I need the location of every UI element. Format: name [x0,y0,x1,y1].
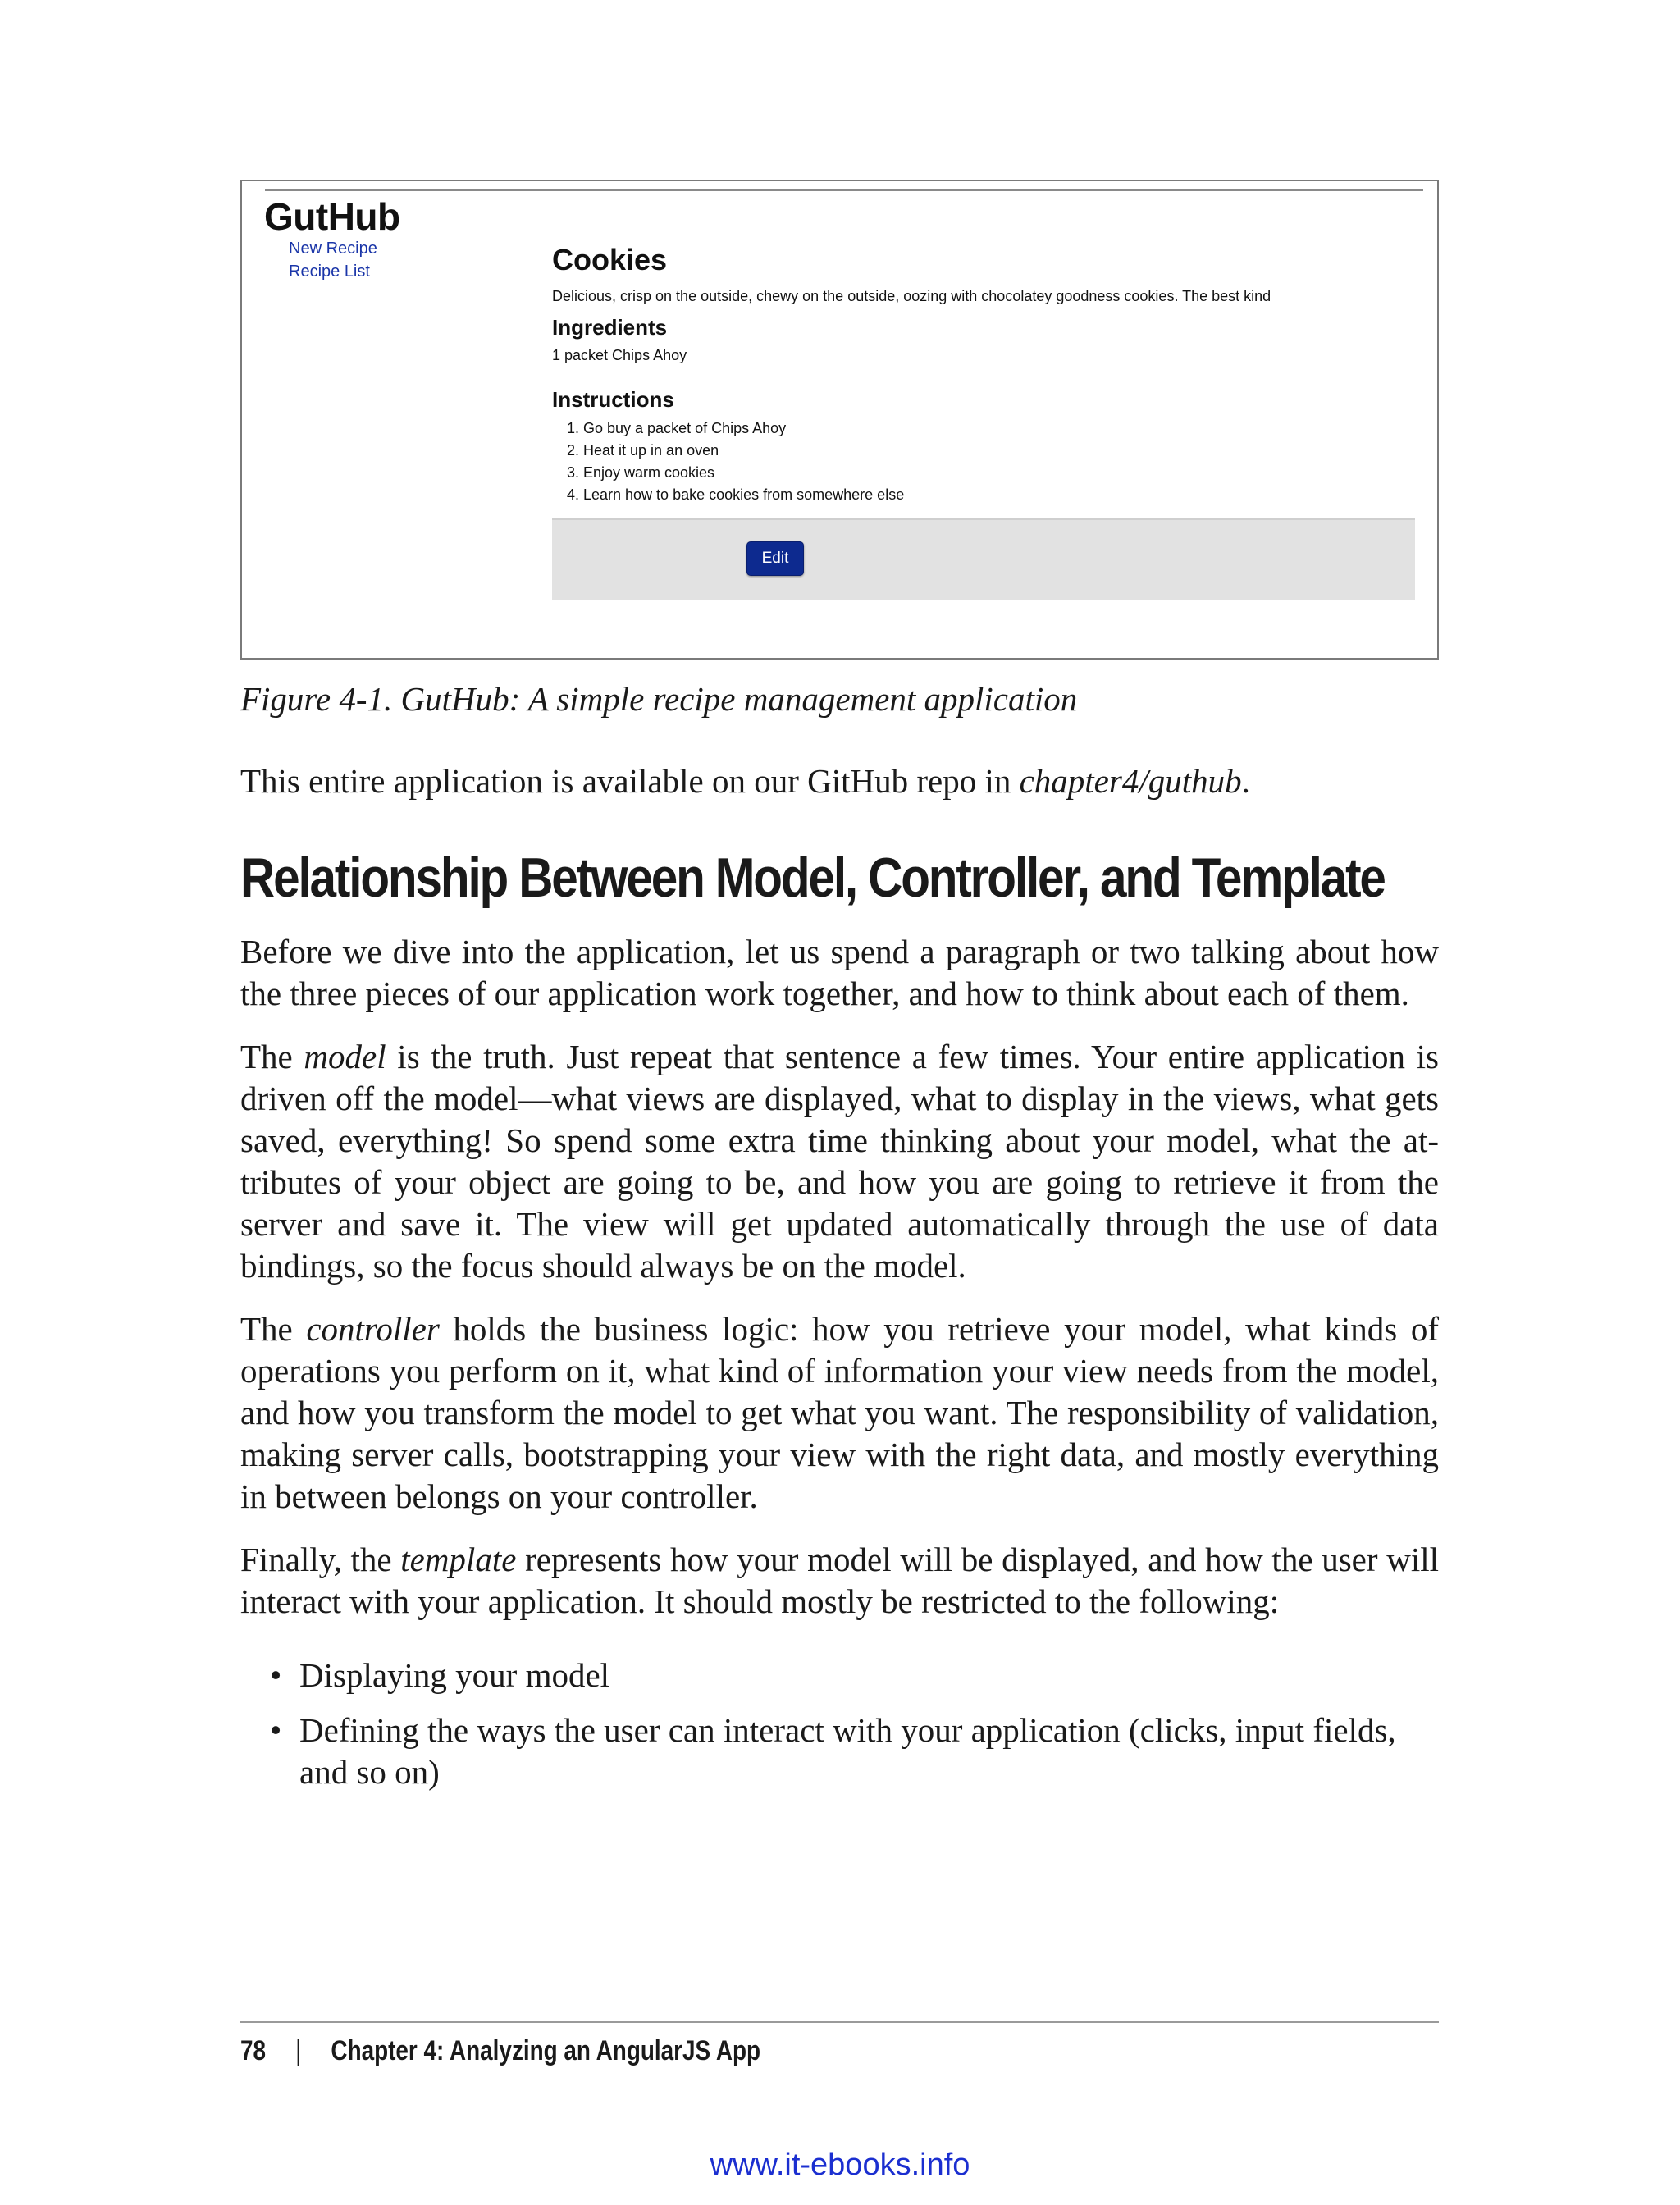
instruction-step: 1. Go buy a packet of Chips Ahoy [583,418,1422,440]
page-number: 78 [240,2035,267,2066]
recipe-description: Delicious, crisp on the outside, chewy on the outside, oozing with chocolatey goodness cookies. The best kind [552,288,1271,304]
ingredients-heading: Ingredients [552,315,668,340]
footer-rule [240,2021,1439,2023]
figure-screenshot [240,180,1439,660]
watermark-link[interactable]: www.it-ebooks.info [710,2148,970,2182]
text-span: is the truth. Just repeat that sentence a few times. Your entire application is driven off the model—what views are displayed, what to display in the views, what gets saved, everything! So spend some extra time thinking about your model, what the attributes of your object are going to be, and how you are going to retrieve it from the server and save it. The view will get updated automatically through the use of data bindings, so the focus should always be on the model. [240,1038,1439,1285]
instruction-step: 4. Learn how to bake cookies from somewhere else [583,484,1422,506]
instruction-step: 2. Heat it up in an oven [583,440,1422,462]
intro-period: . [1241,762,1250,800]
chapter-title: Chapter 4: Analyzing an AngularJS App [331,2035,761,2066]
bullet-icon: • [270,1711,282,1749]
page-footer [240,2033,760,2069]
text-span: The [240,1038,304,1075]
recipe-detail [552,239,1422,506]
figure-caption: Figure 4-1. GutHub: A simple recipe management application [240,680,1078,718]
section-heading: Relationship Between Model, Controller, and Template [240,847,1385,909]
text-span: holds the business logic: how you retrieve your model, what kinds of operations you perform on it, what kind of information your view needs from the model, and how you transform the model to get what you want. The responsibility of validation, making server calls, bootstrapping your view with the right data, and mostly everything in between belongs on your controller. [240,1310,1439,1515]
text-span: The [240,1310,307,1348]
term-template: template [400,1541,517,1578]
recipe-title: Cookies [552,243,668,276]
intro-paragraph [240,760,1439,802]
edit-button[interactable]: Edit [746,541,804,576]
intro-text: This entire application is available on our GitHub repo in [240,762,1020,800]
term-model: model [304,1038,386,1075]
paragraph-intro: Before we dive into the application, let us spend a paragraph or two talking about how the three pieces of our application work together, and how to think about each of them. [240,933,1439,1012]
list-item-text: Defining the ways the user can interact with your application (clicks, input fields, and so on) [299,1711,1396,1791]
recipe-list-link[interactable]: Recipe List [289,262,370,281]
instructions-list [552,418,1422,506]
bullet-icon: • [270,1656,282,1694]
paragraph-model [240,1036,1439,1287]
app-logo: GutHub [264,195,400,238]
footer-separator: | [295,2035,302,2066]
template-bullet-list [240,1655,1439,1806]
app-nav [289,237,377,283]
text-span: represents how your model will be displayed, and how the user will interact with your application. It should mostly be restricted to the following: [240,1541,1439,1620]
repo-path: chapter4/guthub [1019,762,1242,800]
term-controller: controller [306,1310,440,1348]
new-recipe-link[interactable]: New Recipe [289,240,377,258]
figure-top-rule [265,189,1423,191]
recipe-actions-bar [552,518,1415,600]
instruction-step: 3. Enjoy warm cookies [583,462,1422,484]
paragraph-controller [240,1308,1439,1518]
list-item-text: Displaying your model [299,1656,610,1694]
ingredient-item: 1 packet Chips Ahoy [552,347,687,363]
text-span: Finally, the [240,1541,401,1578]
paragraph-template [240,1539,1439,1623]
instructions-heading: Instructions [552,387,674,412]
list-item [240,1710,1439,1793]
list-item [240,1655,1439,1696]
